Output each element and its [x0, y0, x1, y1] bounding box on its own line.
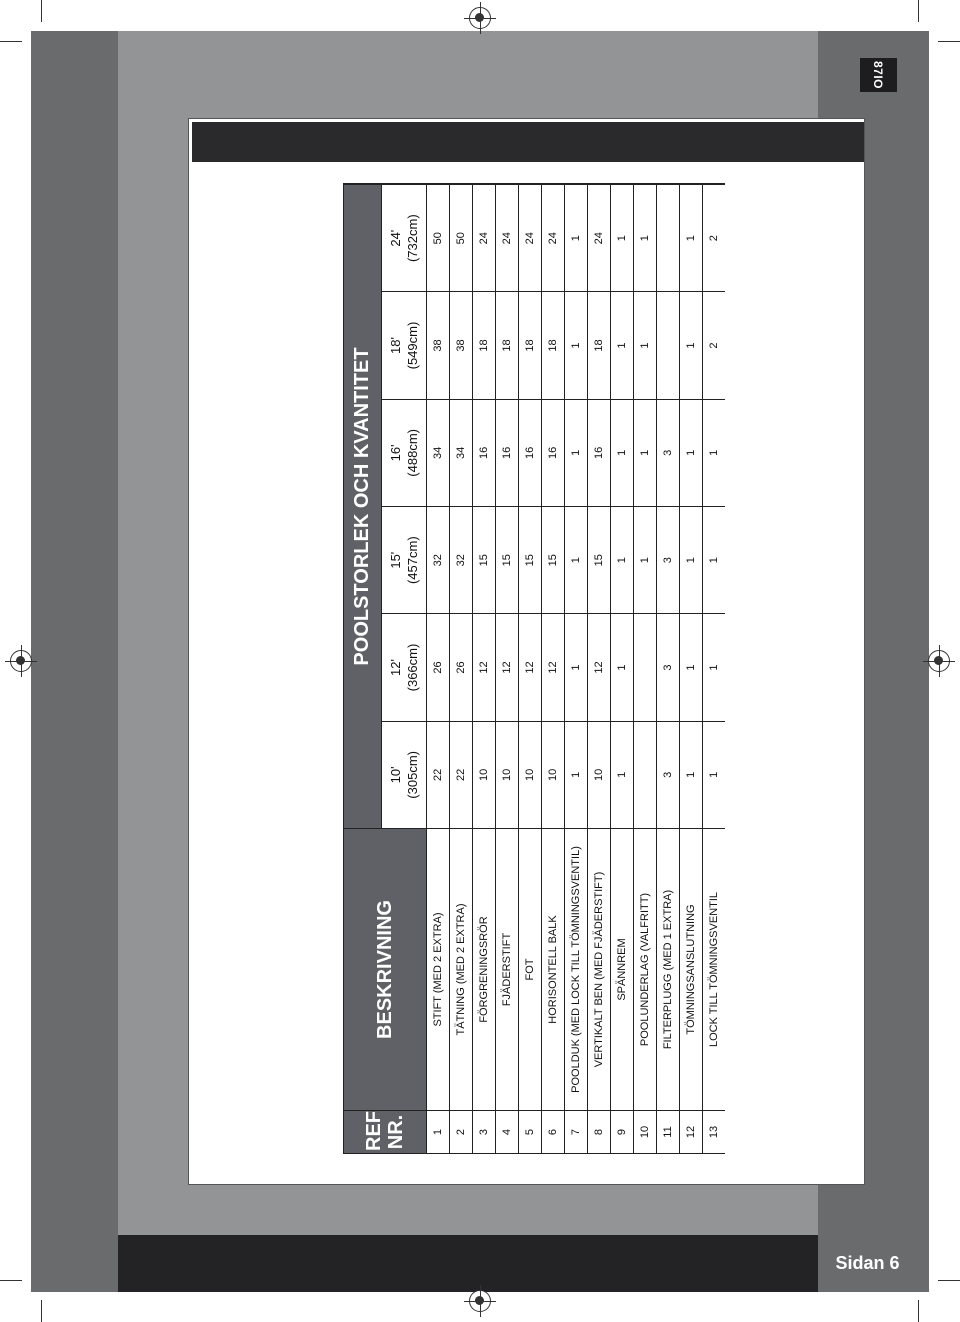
- ref-number: 12: [680, 1111, 703, 1154]
- quantity-cell: 1: [611, 292, 634, 399]
- size-header: [382, 399, 427, 506]
- quantity-cell: 1: [565, 721, 588, 828]
- part-description: FJÄDERSTIFT: [496, 829, 519, 1111]
- table-row: [496, 184, 519, 1154]
- quantity-cell: 1: [565, 507, 588, 614]
- quantity-cell: 3: [657, 721, 680, 828]
- quantity-cell: 1: [703, 614, 726, 721]
- size-header: [382, 507, 427, 614]
- crop-mark: [938, 1280, 960, 1281]
- part-description: HORISONTELL BALK: [542, 829, 565, 1111]
- table-row: [680, 184, 703, 1154]
- part-description: POOLUNDERLAG (VALFRITT): [634, 829, 657, 1111]
- model-badge-text: 87IO: [871, 60, 886, 90]
- size-cm: (488cm): [405, 429, 420, 477]
- quantity-cell: 1: [680, 185, 703, 292]
- table-row: [588, 184, 611, 1154]
- quantity-cell: 38: [427, 292, 450, 399]
- quantity-cell: 1: [565, 614, 588, 721]
- parts-table: [343, 183, 725, 1154]
- quantity-cell: 26: [450, 614, 473, 721]
- crop-mark: [938, 41, 960, 42]
- quantity-cell: 18: [496, 292, 519, 399]
- quantity-cell: 50: [427, 185, 450, 292]
- quantity-cell: 1: [680, 614, 703, 721]
- parts-table-wrapper: [343, 183, 725, 1154]
- part-description: TÄTNING (MED 2 EXTRA): [450, 829, 473, 1111]
- table-row: [450, 184, 473, 1154]
- registration-mark-icon: [469, 7, 491, 29]
- quantity-cell: 34: [450, 399, 473, 506]
- quantity-cell: 1: [634, 507, 657, 614]
- quantity-cell: 1: [680, 507, 703, 614]
- quantity-cell: 32: [427, 507, 450, 614]
- registration-mark-icon: [469, 1290, 491, 1312]
- quantity-cell: 15: [473, 507, 496, 614]
- size-header: [382, 292, 427, 399]
- left-dark-bar: [31, 31, 118, 1292]
- ref-number: 8: [588, 1111, 611, 1154]
- ref-number: 3: [473, 1111, 496, 1154]
- quantity-cell: 24: [473, 185, 496, 292]
- quantity-cell: 50: [450, 185, 473, 292]
- ref-number: 13: [703, 1111, 726, 1154]
- ref-header: REF NR.: [344, 1111, 427, 1154]
- quantity-cell: 26: [427, 614, 450, 721]
- part-description: SPÄNNREM: [611, 829, 634, 1111]
- size-header: [382, 721, 427, 828]
- registration-mark-icon: [10, 650, 32, 672]
- ref-number: 11: [657, 1111, 680, 1154]
- part-description: POOLDUK (MED LOCK TILL TÖMNINGSVENTIL): [565, 829, 588, 1111]
- quantity-cell: 12: [519, 614, 542, 721]
- part-description: FOT: [519, 829, 542, 1111]
- quantity-cell: 16: [588, 399, 611, 506]
- ref-number: 4: [496, 1111, 519, 1154]
- quantity-cell: 10: [588, 721, 611, 828]
- table-row: [473, 184, 496, 1154]
- quantity-cell: [657, 292, 680, 399]
- quantity-cell: 1: [680, 721, 703, 828]
- content-header-bar: [192, 122, 864, 162]
- ref-number: 2: [450, 1111, 473, 1154]
- crop-mark: [0, 41, 22, 42]
- ref-number: 7: [565, 1111, 588, 1154]
- quantity-cell: 12: [542, 614, 565, 721]
- quantity-cell: 1: [634, 185, 657, 292]
- table-row: [565, 184, 588, 1154]
- table-row: [519, 184, 542, 1154]
- quantity-cell: 15: [496, 507, 519, 614]
- quantity-cell: 15: [588, 507, 611, 614]
- quantity-cell: 12: [588, 614, 611, 721]
- size-cm: (457cm): [405, 536, 420, 585]
- quantity-cell: 24: [588, 185, 611, 292]
- quantity-cell: [657, 185, 680, 292]
- part-description: LOCK TILL TÖMNINGSVENTIL: [703, 829, 726, 1111]
- quantity-cell: 1: [634, 292, 657, 399]
- quantity-cell: 24: [519, 185, 542, 292]
- ref-number: 5: [519, 1111, 542, 1154]
- part-description: FILTERPLUGG (MED 1 EXTRA): [657, 829, 680, 1111]
- quantity-cell: 3: [657, 507, 680, 614]
- size-feet: 16': [388, 444, 403, 462]
- crop-mark: [918, 1300, 919, 1322]
- table-row: [634, 184, 657, 1154]
- quantity-cell: 15: [542, 507, 565, 614]
- quantity-cell: 32: [450, 507, 473, 614]
- crop-mark: [41, 1300, 42, 1322]
- quantity-cell: 1: [565, 399, 588, 506]
- quantity-cell: 2: [703, 292, 726, 399]
- quantity-cell: 38: [450, 292, 473, 399]
- group-header: POOLSTORLEK OCH KVANTITET: [344, 185, 382, 829]
- table-row: [427, 184, 450, 1154]
- quantity-cell: 3: [657, 399, 680, 506]
- description-header: BESKRIVNING: [344, 829, 427, 1111]
- quantity-cell: [634, 721, 657, 828]
- quantity-cell: 1: [703, 399, 726, 506]
- quantity-cell: 10: [542, 721, 565, 828]
- part-description: FÖRGRENINGSRÖR: [473, 829, 496, 1111]
- page-number-label: Sidan 6: [818, 1235, 917, 1292]
- table-row: [611, 184, 634, 1154]
- table-row: [542, 184, 565, 1154]
- quantity-cell: 1: [565, 185, 588, 292]
- quantity-cell: 18: [473, 292, 496, 399]
- quantity-cell: 1: [611, 399, 634, 506]
- ref-number: 10: [634, 1111, 657, 1154]
- size-cm: (549cm): [405, 321, 420, 370]
- quantity-cell: 1: [611, 721, 634, 828]
- crop-mark: [918, 0, 919, 22]
- size-cm: (305cm): [405, 751, 420, 799]
- size-feet: 10': [388, 766, 403, 784]
- crop-mark: [41, 0, 42, 22]
- quantity-cell: 1: [611, 614, 634, 721]
- quantity-cell: 1: [611, 185, 634, 292]
- size-cm: (732cm): [405, 214, 420, 263]
- part-description: STIFT (MED 2 EXTRA): [427, 829, 450, 1111]
- quantity-cell: 1: [611, 507, 634, 614]
- size-header: [382, 614, 427, 721]
- quantity-cell: 12: [473, 614, 496, 721]
- quantity-cell: 2: [703, 185, 726, 292]
- quantity-cell: 16: [496, 399, 519, 506]
- quantity-cell: 18: [542, 292, 565, 399]
- quantity-cell: 10: [496, 721, 519, 828]
- size-feet: 24': [388, 229, 403, 247]
- size-feet: 18': [388, 337, 403, 354]
- quantity-cell: 24: [496, 185, 519, 292]
- quantity-cell: 18: [588, 292, 611, 399]
- quantity-cell: 1: [703, 721, 726, 828]
- model-badge: [860, 58, 897, 92]
- quantity-cell: 10: [519, 721, 542, 828]
- table-row: [703, 184, 726, 1154]
- size-header: [382, 185, 427, 292]
- quantity-cell: 1: [634, 399, 657, 506]
- table-row: [657, 184, 680, 1154]
- part-description: VERTIKALT BEN (MED FJÄDERSTIFT): [588, 829, 611, 1111]
- quantity-cell: 15: [519, 507, 542, 614]
- quantity-cell: 16: [542, 399, 565, 506]
- quantity-cell: 34: [427, 399, 450, 506]
- quantity-cell: 22: [450, 721, 473, 828]
- quantity-cell: 1: [680, 292, 703, 399]
- quantity-cell: 1: [565, 292, 588, 399]
- size-feet: 15': [388, 551, 403, 569]
- crop-mark: [0, 1280, 22, 1281]
- quantity-cell: 12: [496, 614, 519, 721]
- quantity-cell: 1: [703, 507, 726, 614]
- quantity-cell: 16: [519, 399, 542, 506]
- quantity-cell: 22: [427, 721, 450, 828]
- quantity-cell: 24: [542, 185, 565, 292]
- ref-number: 1: [427, 1111, 450, 1154]
- quantity-cell: 16: [473, 399, 496, 506]
- quantity-cell: 3: [657, 614, 680, 721]
- bottom-dark-strip: [118, 1235, 818, 1292]
- registration-mark-icon: [928, 650, 950, 672]
- size-cm: (366cm): [405, 643, 420, 692]
- part-description: TÖMNINGSANSLUTNING: [680, 829, 703, 1111]
- ref-number: 9: [611, 1111, 634, 1154]
- quantity-cell: [634, 614, 657, 721]
- quantity-cell: 18: [519, 292, 542, 399]
- quantity-cell: 1: [680, 399, 703, 506]
- quantity-cell: 10: [473, 721, 496, 828]
- ref-number: 6: [542, 1111, 565, 1154]
- size-feet: 12': [388, 659, 403, 676]
